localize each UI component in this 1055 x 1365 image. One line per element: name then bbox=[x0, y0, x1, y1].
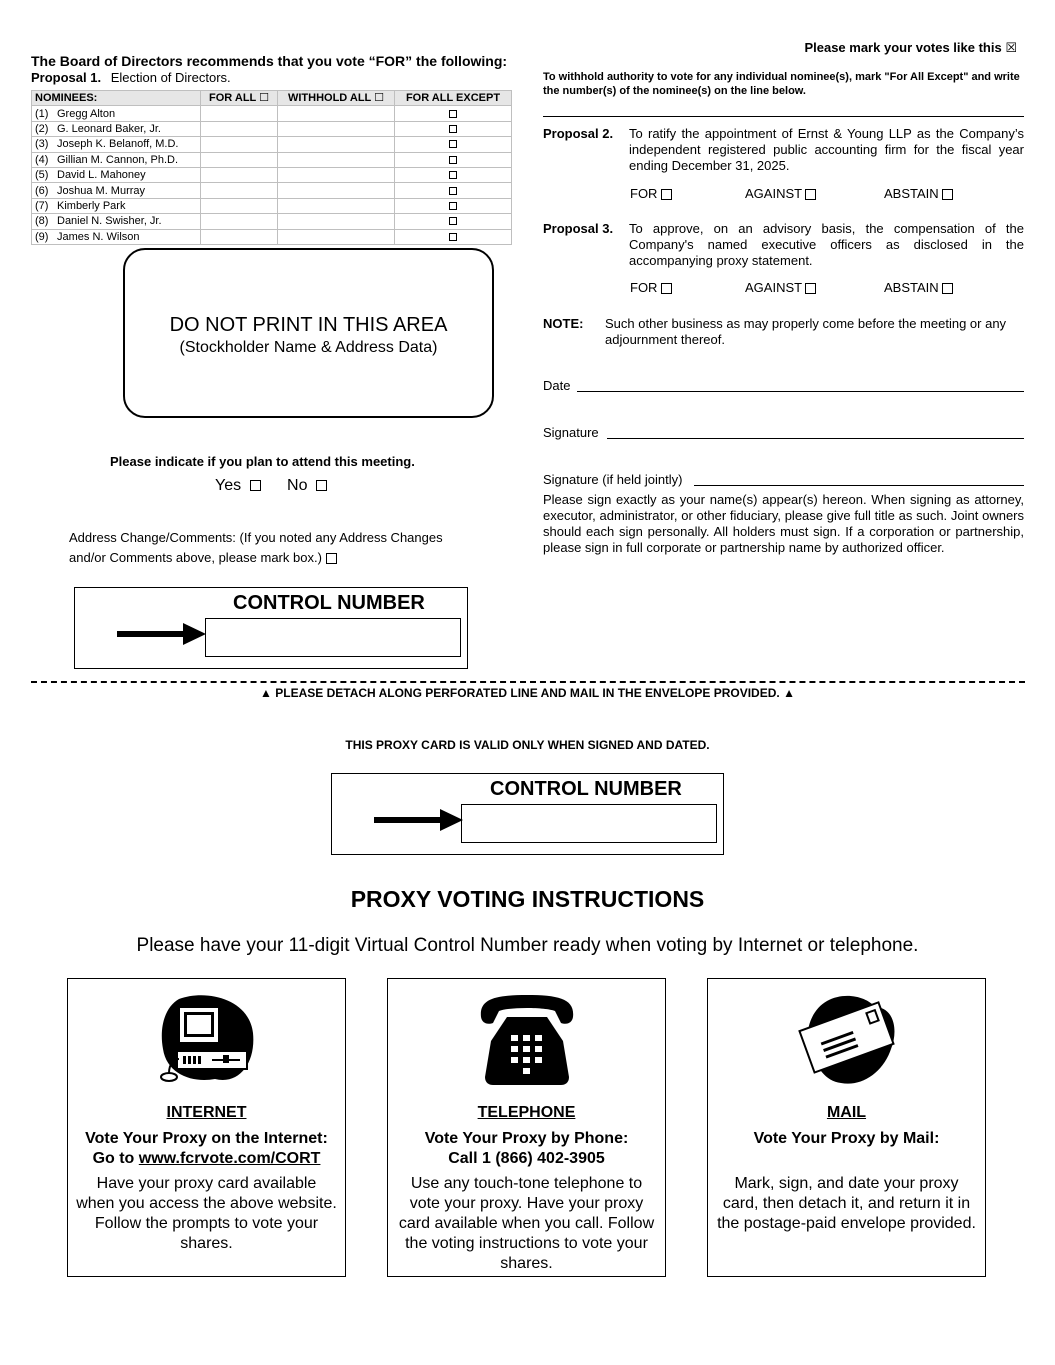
proposal-3-against-label: AGAINST bbox=[745, 280, 802, 295]
proposal-3-against-checkbox[interactable] bbox=[805, 283, 816, 294]
nominee-withhold-cell bbox=[278, 121, 395, 136]
nominee-except-cell bbox=[395, 167, 512, 182]
internet-sub1: Vote Your Proxy on the Internet: bbox=[85, 1130, 328, 1147]
proposal-3-for-label: FOR bbox=[630, 280, 658, 295]
arrow-right-icon bbox=[117, 622, 207, 646]
nominee-number: (7) bbox=[35, 199, 49, 212]
do-not-print-title: DO NOT PRINT IN THIS AREA bbox=[169, 314, 448, 336]
nominee-withhold-cell bbox=[278, 106, 395, 121]
proposal-1-heading bbox=[31, 70, 231, 85]
proposal-3-text: To approve, on an advisory basis, the compensation of the Company's named executive officers as disclosed in the accompanying proxy statement. bbox=[629, 221, 1024, 268]
proposal-1-text: Election of Directors. bbox=[110, 70, 231, 85]
header-for-all-except: FOR ALL EXCEPT bbox=[395, 91, 512, 106]
nominee-for-all-cell bbox=[201, 106, 278, 121]
proposal-2-for bbox=[630, 186, 672, 201]
signature-joint-label: Signature (if held jointly) bbox=[543, 472, 683, 487]
note-label: NOTE: bbox=[543, 316, 584, 331]
mark-votes-instruction: Please mark your votes like this ☒ bbox=[804, 40, 1017, 55]
proposal-2-for-checkbox[interactable] bbox=[661, 189, 672, 200]
mail-panel bbox=[707, 978, 986, 1277]
signature-label: Signature bbox=[543, 425, 599, 440]
proposal-3-for-checkbox[interactable] bbox=[661, 283, 672, 294]
nominee-name-cell bbox=[32, 183, 201, 198]
proposal-2-abstain-label: ABSTAIN bbox=[884, 186, 939, 201]
nominee-name: G. Leonard Baker, Jr. bbox=[57, 122, 161, 135]
attend-yes-label: Yes bbox=[215, 477, 242, 494]
telephone-icon bbox=[477, 993, 577, 1089]
nominee-withhold-cell bbox=[278, 152, 395, 167]
control-number-box-bottom bbox=[331, 773, 724, 855]
nominee-number: (8) bbox=[35, 215, 49, 228]
nominee-except-checkbox[interactable] bbox=[449, 233, 457, 241]
nominee-except-cell bbox=[395, 183, 512, 198]
control-number-label-bottom: CONTROL NUMBER bbox=[490, 778, 682, 800]
signature-joint-line[interactable] bbox=[694, 485, 1024, 486]
arrow-right-icon bbox=[374, 808, 464, 832]
proposal-3-for bbox=[630, 280, 672, 295]
internet-subheading bbox=[68, 1129, 345, 1169]
nominee-except-cell bbox=[395, 121, 512, 136]
signing-instructions: Please sign exactly as your name(s) appear(s) hereon. When signing as attorney, executor, administrator, or other fiduciary, please give full title as such. Joint owners should each sign personally. All holders must sign. If a corporation or partnership, please sign in full corporate or partnership name by authorized officer. bbox=[543, 492, 1024, 555]
internet-url-link[interactable]: www.fcrvote.com/CORT bbox=[138, 1150, 321, 1167]
mail-sub1: Vote Your Proxy by Mail: bbox=[753, 1130, 940, 1147]
attend-question: Please indicate if you plan to attend this meeting. bbox=[110, 454, 415, 469]
header-nominees: NOMINEES: bbox=[32, 91, 201, 106]
triangle-up-icon: ▲ bbox=[260, 686, 272, 700]
nominee-withhold-cell bbox=[278, 137, 395, 152]
nominee-withhold-cell bbox=[278, 183, 395, 198]
nominee-name-cell bbox=[32, 152, 201, 167]
computer-icon bbox=[157, 993, 257, 1089]
do-not-print-subtitle: (Stockholder Name & Address Data) bbox=[179, 339, 438, 356]
proposal-2-against-checkbox[interactable] bbox=[805, 189, 816, 200]
instructions-title: PROXY VOTING INSTRUCTIONS bbox=[350, 886, 705, 912]
nominee-row bbox=[32, 106, 512, 121]
proposal-2-for-label: FOR bbox=[630, 186, 658, 201]
nominee-number: (5) bbox=[35, 169, 49, 182]
nominee-for-all-cell bbox=[201, 167, 278, 182]
nominee-number: (2) bbox=[35, 122, 49, 135]
mail-heading: MAIL bbox=[826, 1104, 867, 1121]
proposal-3-abstain-label: ABSTAIN bbox=[884, 280, 939, 295]
nominee-except-checkbox[interactable] bbox=[449, 171, 457, 179]
nominee-for-all-cell bbox=[201, 229, 278, 244]
attend-yes-checkbox[interactable] bbox=[250, 480, 261, 491]
nominee-table bbox=[31, 90, 512, 245]
proposal-3-options bbox=[630, 280, 1030, 296]
nominee-except-checkbox[interactable] bbox=[449, 110, 457, 118]
nominee-name: Gillian M. Cannon, Ph.D. bbox=[57, 153, 179, 166]
nominee-name-cell bbox=[32, 167, 201, 182]
do-not-print-area bbox=[123, 248, 494, 418]
perforated-line bbox=[31, 681, 1025, 683]
nominee-row bbox=[32, 198, 512, 213]
nominee-name: Joseph K. Belanoff, M.D. bbox=[57, 138, 179, 151]
internet-body: Have your proxy card available when you access the above website. Follow the prompts to vote your shares. bbox=[76, 1175, 337, 1252]
nominee-withhold-cell bbox=[278, 167, 395, 182]
proposal-3-against bbox=[745, 280, 816, 295]
nominee-except-cell bbox=[395, 229, 512, 244]
nominee-for-all-cell bbox=[201, 152, 278, 167]
address-change-line2: and/or Comments above, please mark box.) bbox=[69, 550, 322, 565]
mail-body: Mark, sign, and date your proxy card, then detach it, and return it in the postage-paid envelope provided. bbox=[717, 1175, 976, 1232]
valid-only-notice: THIS PROXY CARD IS VALID ONLY WHEN SIGNED AND DATED. bbox=[345, 738, 710, 752]
nominee-except-cell bbox=[395, 198, 512, 213]
nominee-except-cell bbox=[395, 106, 512, 121]
nominee-withhold-cell bbox=[278, 214, 395, 229]
proposal-3-abstain-checkbox[interactable] bbox=[942, 283, 953, 294]
note-text: Such other business as may properly come before the meeting or any adjournment thereof. bbox=[605, 316, 1007, 347]
nominee-except-checkbox[interactable] bbox=[449, 140, 457, 148]
attend-options bbox=[215, 477, 327, 495]
header-for-all[interactable]: FOR ALL ☐ bbox=[201, 91, 278, 106]
telephone-heading: TELEPHONE bbox=[477, 1104, 576, 1121]
telephone-subheading bbox=[388, 1129, 665, 1169]
nominee-number: (4) bbox=[35, 153, 49, 166]
nominee-name: Joshua M. Murray bbox=[57, 184, 146, 197]
date-line[interactable] bbox=[577, 391, 1024, 392]
nominee-number: (9) bbox=[35, 230, 49, 243]
nominee-name-cell bbox=[32, 137, 201, 152]
nominee-row bbox=[32, 183, 512, 198]
internet-go-to: Go to bbox=[92, 1150, 139, 1167]
internet-sub2 bbox=[68, 1149, 345, 1169]
nominee-except-checkbox[interactable] bbox=[449, 187, 457, 195]
address-change-line1: Address Change/Comments: (If you noted any Address Changes bbox=[69, 530, 443, 545]
telephone-body: Use any touch-tone telephone to vote your proxy. Have your proxy card available when you call. Follow the voting instructions to vote your shares. bbox=[398, 1175, 655, 1272]
withhold-instruction: To withhold authority to vote for any individual nominee(s), mark "For All Except" and write the number(s) of the nominee(s) on the line below. bbox=[543, 71, 1020, 97]
nominee-name: Gregg Alton bbox=[57, 107, 116, 120]
nominee-name-cell bbox=[32, 198, 201, 213]
envelope-icon bbox=[797, 993, 897, 1089]
proposal-2-against-label: AGAINST bbox=[745, 186, 802, 201]
nominee-except-checkbox[interactable] bbox=[449, 202, 457, 210]
nominee-except-checkbox[interactable] bbox=[449, 125, 457, 133]
address-change-checkbox[interactable] bbox=[326, 553, 337, 564]
proposal-2-options bbox=[630, 186, 1030, 202]
nominee-name: David L. Mahoney bbox=[57, 169, 146, 182]
nominee-name: Kimberly Park bbox=[57, 199, 126, 212]
nominee-except-cell bbox=[395, 214, 512, 229]
proposal-2-abstain-checkbox[interactable] bbox=[942, 189, 953, 200]
nominee-except-cell bbox=[395, 137, 512, 152]
proposal-1-label: Proposal 1. bbox=[31, 70, 102, 85]
control-number-field-top[interactable] bbox=[205, 618, 461, 657]
nominee-row bbox=[32, 152, 512, 167]
internet-panel bbox=[67, 978, 346, 1277]
proposal-2-against bbox=[745, 186, 816, 201]
proposal-2-label: Proposal 2. bbox=[543, 126, 614, 141]
detach-text: PLEASE DETACH ALONG PERFORATED LINE AND MAIL IN THE ENVELOPE PROVIDED. bbox=[275, 686, 780, 700]
nominee-row bbox=[32, 137, 512, 152]
proposal-3-label: Proposal 3. bbox=[543, 221, 614, 236]
attend-no-label: No bbox=[287, 477, 308, 494]
instructions-subtitle: Please have your 11-digit Virtual Control Number ready when voting by Internet or telephone. bbox=[136, 935, 919, 956]
triangle-up-icon: ▲ bbox=[783, 686, 795, 700]
telephone-sub2: Call 1 (866) 402-3905 bbox=[448, 1150, 605, 1167]
nominee-for-all-cell bbox=[201, 137, 278, 152]
nominee-withhold-cell bbox=[278, 198, 395, 213]
nominee-name: Daniel N. Swisher, Jr. bbox=[57, 215, 162, 228]
nominee-name: James N. Wilson bbox=[57, 230, 140, 243]
nominee-for-all-cell bbox=[201, 214, 278, 229]
nominee-for-all-cell bbox=[201, 121, 278, 136]
nominee-name-cell bbox=[32, 106, 201, 121]
nominee-name-cell bbox=[32, 229, 201, 244]
nominee-name-cell bbox=[32, 121, 201, 136]
nominee-withhold-cell bbox=[278, 229, 395, 244]
nominee-except-cell bbox=[395, 152, 512, 167]
withhold-nominee-line[interactable] bbox=[543, 116, 1024, 117]
nominee-number: (6) bbox=[35, 184, 49, 197]
proposal-2-text: To ratify the appointment of Ernst & Young LLP as the Company’s independent registered public accounting firm for the fiscal year ending December 31, 2025. bbox=[629, 126, 1024, 173]
address-change bbox=[69, 528, 443, 568]
header-withhold-all[interactable]: WITHHOLD ALL ☐ bbox=[278, 91, 395, 106]
mail-subheading bbox=[708, 1129, 985, 1149]
signature-line[interactable] bbox=[607, 438, 1024, 439]
control-number-field-bottom[interactable] bbox=[461, 804, 717, 843]
telephone-panel bbox=[387, 978, 666, 1277]
nominee-except-checkbox[interactable] bbox=[449, 156, 457, 164]
board-recommendation: The Board of Directors recommends that you vote “FOR” the following: bbox=[31, 53, 508, 69]
proposal-2-abstain bbox=[884, 186, 953, 201]
nominee-row bbox=[32, 214, 512, 229]
nominee-row bbox=[32, 167, 512, 182]
nominee-row bbox=[32, 229, 512, 244]
control-number-box-top bbox=[74, 587, 468, 669]
detach-instruction bbox=[0, 686, 1055, 700]
nominee-number: (3) bbox=[35, 138, 49, 151]
nominee-name-cell bbox=[32, 214, 201, 229]
attend-no-checkbox[interactable] bbox=[316, 480, 327, 491]
telephone-sub1: Vote Your Proxy by Phone: bbox=[424, 1130, 629, 1147]
date-label: Date bbox=[543, 378, 571, 393]
nominee-row bbox=[32, 121, 512, 136]
nominee-number: (1) bbox=[35, 107, 49, 120]
nominee-for-all-cell bbox=[201, 183, 278, 198]
internet-heading: INTERNET bbox=[166, 1104, 247, 1121]
nominee-table-header bbox=[32, 91, 512, 106]
nominee-for-all-cell bbox=[201, 198, 278, 213]
address-change-line2-wrap bbox=[69, 548, 443, 568]
proposal-3-abstain bbox=[884, 280, 953, 295]
control-number-label-top: CONTROL NUMBER bbox=[233, 592, 425, 614]
nominee-except-checkbox[interactable] bbox=[449, 217, 457, 225]
